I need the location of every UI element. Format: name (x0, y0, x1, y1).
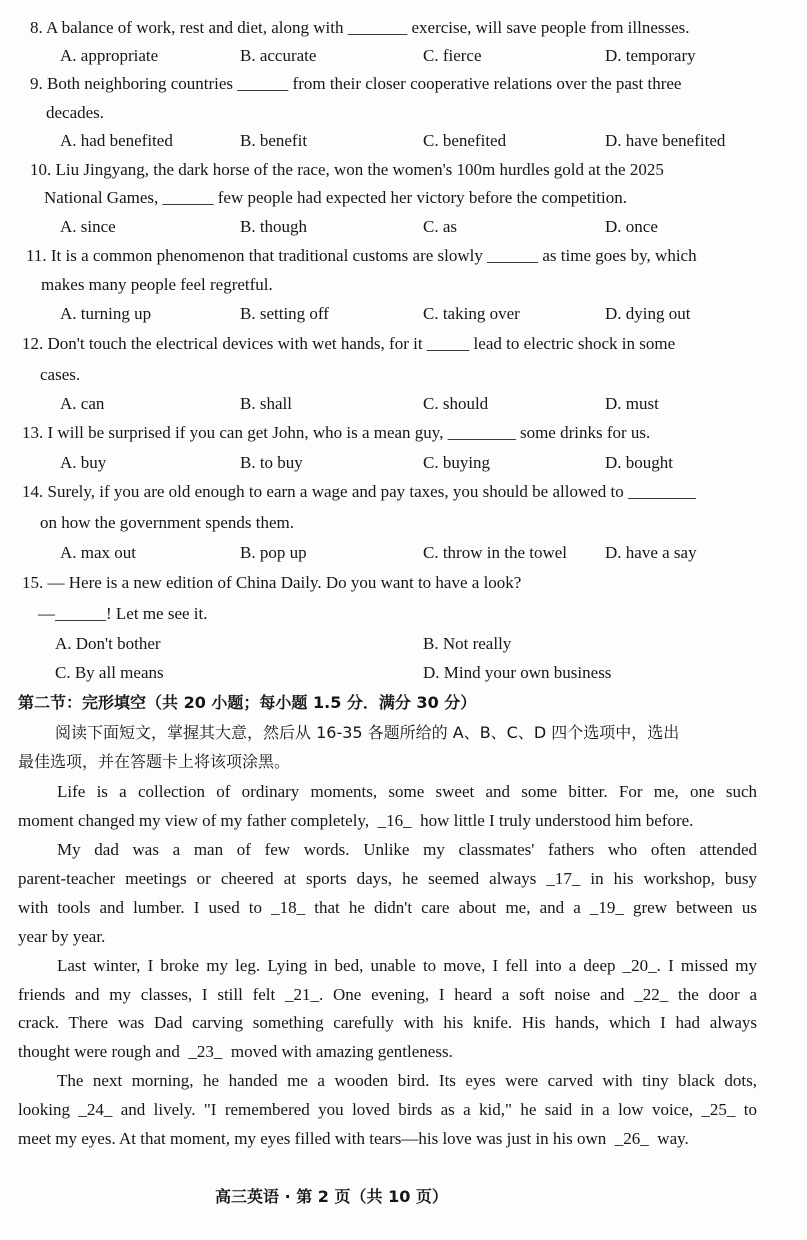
answer-option: B. setting off (240, 304, 329, 323)
answer-option: A. Don't bother (55, 634, 161, 653)
question-stem: decades. (46, 103, 105, 122)
answer-option: A. had benefited (60, 131, 173, 150)
passage-line: with tools and lumber. I used to _18_ that he didn't care about me, and a _19_ grew between us (18, 898, 757, 917)
passage-line: thought were rough and _23_ moved with amazing gentleness. (18, 1042, 453, 1061)
question-stem: makes many people feel regretful. (41, 275, 273, 294)
question-stem: 13. I will be surprised if you can get John, who is a mean guy, ________ some drinks for us. (22, 423, 651, 442)
question-stem: 15. — Here is a new edition of China Daily. Do you want to have a look? (22, 573, 522, 592)
answer-option: D. have a say (605, 543, 697, 562)
question-stem: 10. Liu Jingyang, the dark horse of the race, won the women's 100m hurdles gold at the 2025 (30, 160, 664, 179)
question-stem: 9. Both neighboring countries ______ from their closer cooperative relations over the past three (30, 74, 682, 93)
answer-option: C. benefited (423, 131, 507, 150)
passage-line: The next morning, he handed me a wooden bird. Its eyes were carved with tiny black dots, (57, 1071, 757, 1090)
answer-option: B. accurate (240, 46, 317, 65)
answer-option: C. should (423, 394, 489, 413)
passage-line: year by year. (18, 927, 106, 946)
question-stem: 14. Surely, if you are old enough to earn a wage and pay taxes, you should be allowed to ________ (22, 482, 697, 501)
question-stem: 8. A balance of work, rest and diet, along with _______ exercise, will save people from illnesses. (30, 18, 690, 37)
answer-option: C. fierce (423, 46, 482, 65)
answer-option: A. buy (60, 453, 107, 472)
answer-option: D. have benefited (605, 131, 726, 150)
answer-option: A. since (60, 217, 116, 236)
question-stem: 12. Don't touch the electrical devices with wet hands, for it _____ lead to electric shock in some (22, 334, 676, 353)
passage-line: parent-teacher meetings or cheered at sports days, he seemed always _17_ in his workshop, busy (18, 869, 757, 888)
passage-line: moment changed my view of my father completely, _16_ how little I truly understood him before. (18, 811, 694, 830)
answer-option: D. temporary (605, 46, 696, 65)
question-stem: cases. (40, 365, 81, 384)
answer-option: C. taking over (423, 304, 520, 323)
answer-option: C. as (423, 217, 457, 236)
passage-line: Life is a collection of ordinary moments, some sweet and some bitter. For me, one such (57, 782, 757, 801)
section-instructions: 最佳选项，并在答题卡上将该项涂黑。 (18, 752, 291, 771)
passage-line: meet my eyes. At that moment, my eyes filled with tears—his love was just in his own _26_ way. (18, 1129, 689, 1148)
passage-line: looking _24_ and lively. "I remembered you loved birds as a kid," he said in a low voice, _25_ to (18, 1100, 757, 1119)
section-instructions: 阅读下面短文，掌握其大意，然后从 16-35 各题所给的 A、B、C、D 四个选项中，选出 (55, 723, 680, 742)
answer-option: A. can (60, 394, 105, 413)
section-heading: 第二节：完形填空（共 20 小题；每小题 1.5 分．满分 30 分） (18, 693, 477, 712)
answer-option: C. throw in the towel (423, 543, 568, 562)
answer-option: B. benefit (240, 131, 308, 150)
answer-option: B. to buy (240, 453, 303, 472)
answer-option: B. shall (240, 394, 292, 413)
passage-line: Last winter, I broke my leg. Lying in bed, unable to move, I fell into a deep _20_. I missed my (57, 956, 757, 975)
passage-line: crack. There was Dad carving something carefully with his knife. His hands, which I had always (18, 1013, 757, 1032)
answer-option: B. pop up (240, 543, 307, 562)
passage-line: friends and my classes, I still felt _21_. One evening, I heard a soft noise and _22_ the door a (18, 985, 757, 1004)
answer-option: C. buying (423, 453, 491, 472)
page-footer: 高三英语 · 第 2 页（共 10 页） (215, 1187, 448, 1206)
answer-option: A. appropriate (60, 46, 159, 65)
question-stem: —______! Let me see it. (38, 604, 208, 623)
answer-option: D. once (605, 217, 658, 236)
answer-option: D. must (605, 394, 659, 413)
answer-option: B. though (240, 217, 308, 236)
answer-option: A. turning up (60, 304, 152, 323)
answer-option: A. max out (60, 543, 137, 562)
answer-option: D. bought (605, 453, 673, 472)
question-stem: 11. It is a common phenomenon that traditional customs are slowly ______ as time goes by, which (26, 246, 697, 265)
answer-option: B. Not really (423, 634, 512, 653)
question-stem: on how the government spends them. (40, 513, 295, 532)
answer-option: D. Mind your own business (423, 663, 612, 682)
answer-option: D. dying out (605, 304, 691, 323)
question-stem: National Games, ______ few people had expected her victory before the competition. (44, 188, 627, 207)
answer-option: C. By all means (55, 663, 164, 682)
passage-line: My dad was a man of few words. Unlike my classmates' fathers who often attended (57, 840, 757, 859)
